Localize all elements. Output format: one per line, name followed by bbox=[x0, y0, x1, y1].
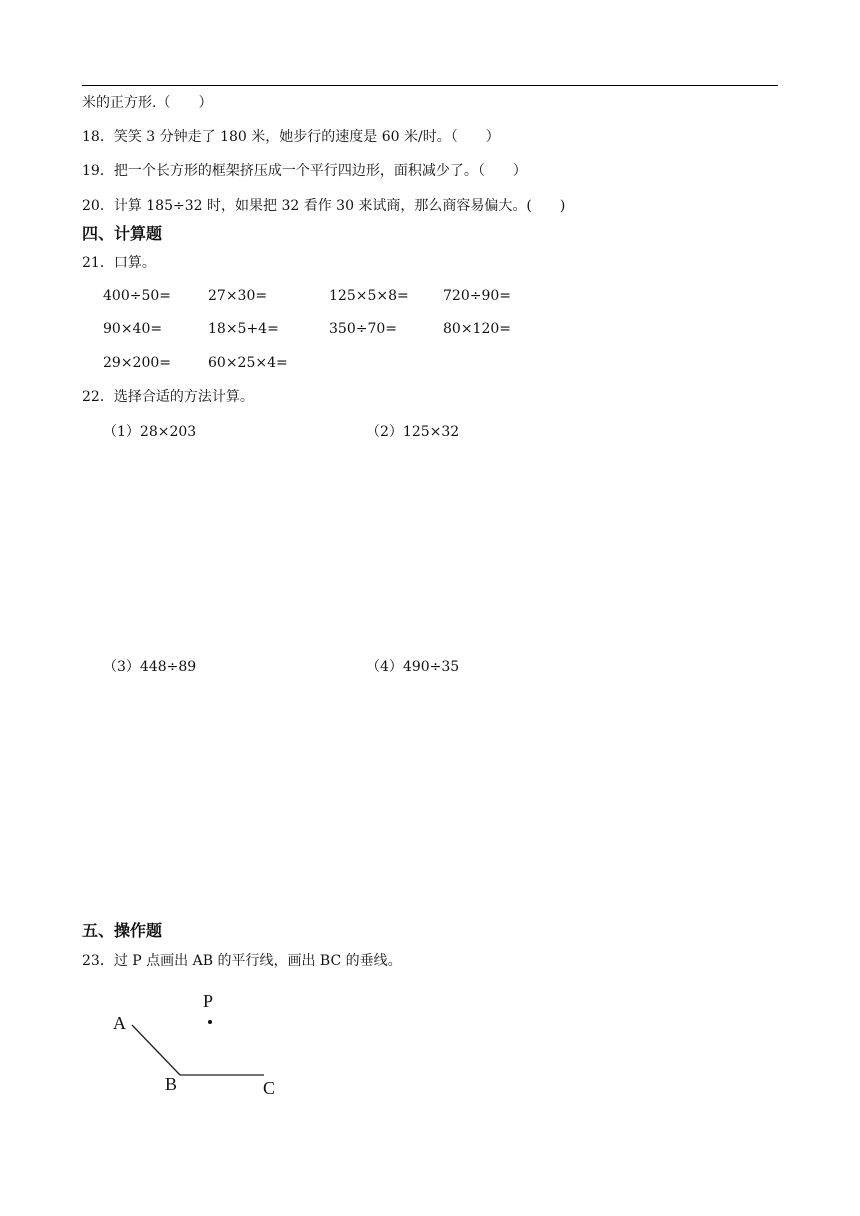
question-number: 19 bbox=[82, 163, 100, 179]
question-19: 19．把一个长方形的框架挤压成一个平行四边形，面积减少了。（ ） bbox=[82, 163, 527, 179]
question-text: 把一个长方形的框架挤压成一个平行四边形，面积减少了。（ ） bbox=[113, 163, 527, 179]
label-b: B bbox=[165, 1074, 178, 1094]
continued-question-text: 米的正方形.（ ） bbox=[82, 95, 213, 111]
label-a: A bbox=[113, 1013, 126, 1033]
oral-item: 90×40= bbox=[103, 321, 163, 337]
question-text: 选择合适的方法计算。 bbox=[113, 389, 254, 405]
question-number: 21 bbox=[82, 255, 100, 271]
section-title-operation: 五、操作题 bbox=[82, 921, 163, 940]
label-c: C bbox=[263, 1078, 276, 1098]
oral-item: 60×25×4= bbox=[208, 355, 288, 371]
oral-item: 80×120= bbox=[443, 321, 511, 337]
question-18: 18．笑笑 3 分钟走了 180 米，她步行的速度是 60 米/时。（ ） bbox=[82, 129, 500, 145]
oral-item: 400÷50= bbox=[103, 288, 171, 304]
question-text: 过 P 点画出 AB 的平行线，画出 BC 的垂线。 bbox=[113, 953, 402, 969]
label-p: P bbox=[203, 991, 214, 1011]
oral-item: 29×200= bbox=[103, 355, 171, 371]
calc-part-3: （3）448÷89 bbox=[103, 659, 197, 675]
question-text: 计算 185÷32 时，如果把 32 看作 30 来试商，那么商容易偏大。( ) bbox=[113, 198, 566, 214]
calc-part-4: （4）490÷35 bbox=[366, 659, 460, 675]
point-p-dot bbox=[208, 1020, 212, 1024]
oral-item: 27×30= bbox=[208, 288, 268, 304]
question-text: 笑笑 3 分钟走了 180 米，她步行的速度是 60 米/时。（ ） bbox=[113, 129, 500, 145]
segment-ab bbox=[132, 1025, 180, 1075]
question-number: 18 bbox=[82, 129, 100, 145]
question-22: 22．选择合适的方法计算。 bbox=[82, 389, 254, 405]
question-number: 23 bbox=[82, 953, 100, 969]
oral-item: 720÷90= bbox=[443, 288, 511, 304]
oral-item: 350÷70= bbox=[329, 321, 397, 337]
question-21: 21．口算。 bbox=[82, 255, 156, 271]
question-number: 22 bbox=[82, 389, 100, 405]
calc-part-2: （2）125×32 bbox=[366, 424, 460, 440]
section-title-calculation: 四、计算题 bbox=[82, 224, 163, 243]
oral-item: 125×5×8= bbox=[329, 288, 409, 304]
question-23: 23．过 P 点画出 AB 的平行线，画出 BC 的垂线。 bbox=[82, 953, 402, 969]
question-text: 口算。 bbox=[113, 255, 156, 271]
question-20: 20．计算 185÷32 时，如果把 32 看作 30 来试商，那么商容易偏大。( ) bbox=[82, 198, 566, 214]
question-number: 20 bbox=[82, 198, 100, 214]
header-rule bbox=[82, 85, 778, 86]
calc-part-1: （1）28×203 bbox=[103, 424, 197, 440]
oral-item: 18×5+4= bbox=[208, 321, 279, 337]
